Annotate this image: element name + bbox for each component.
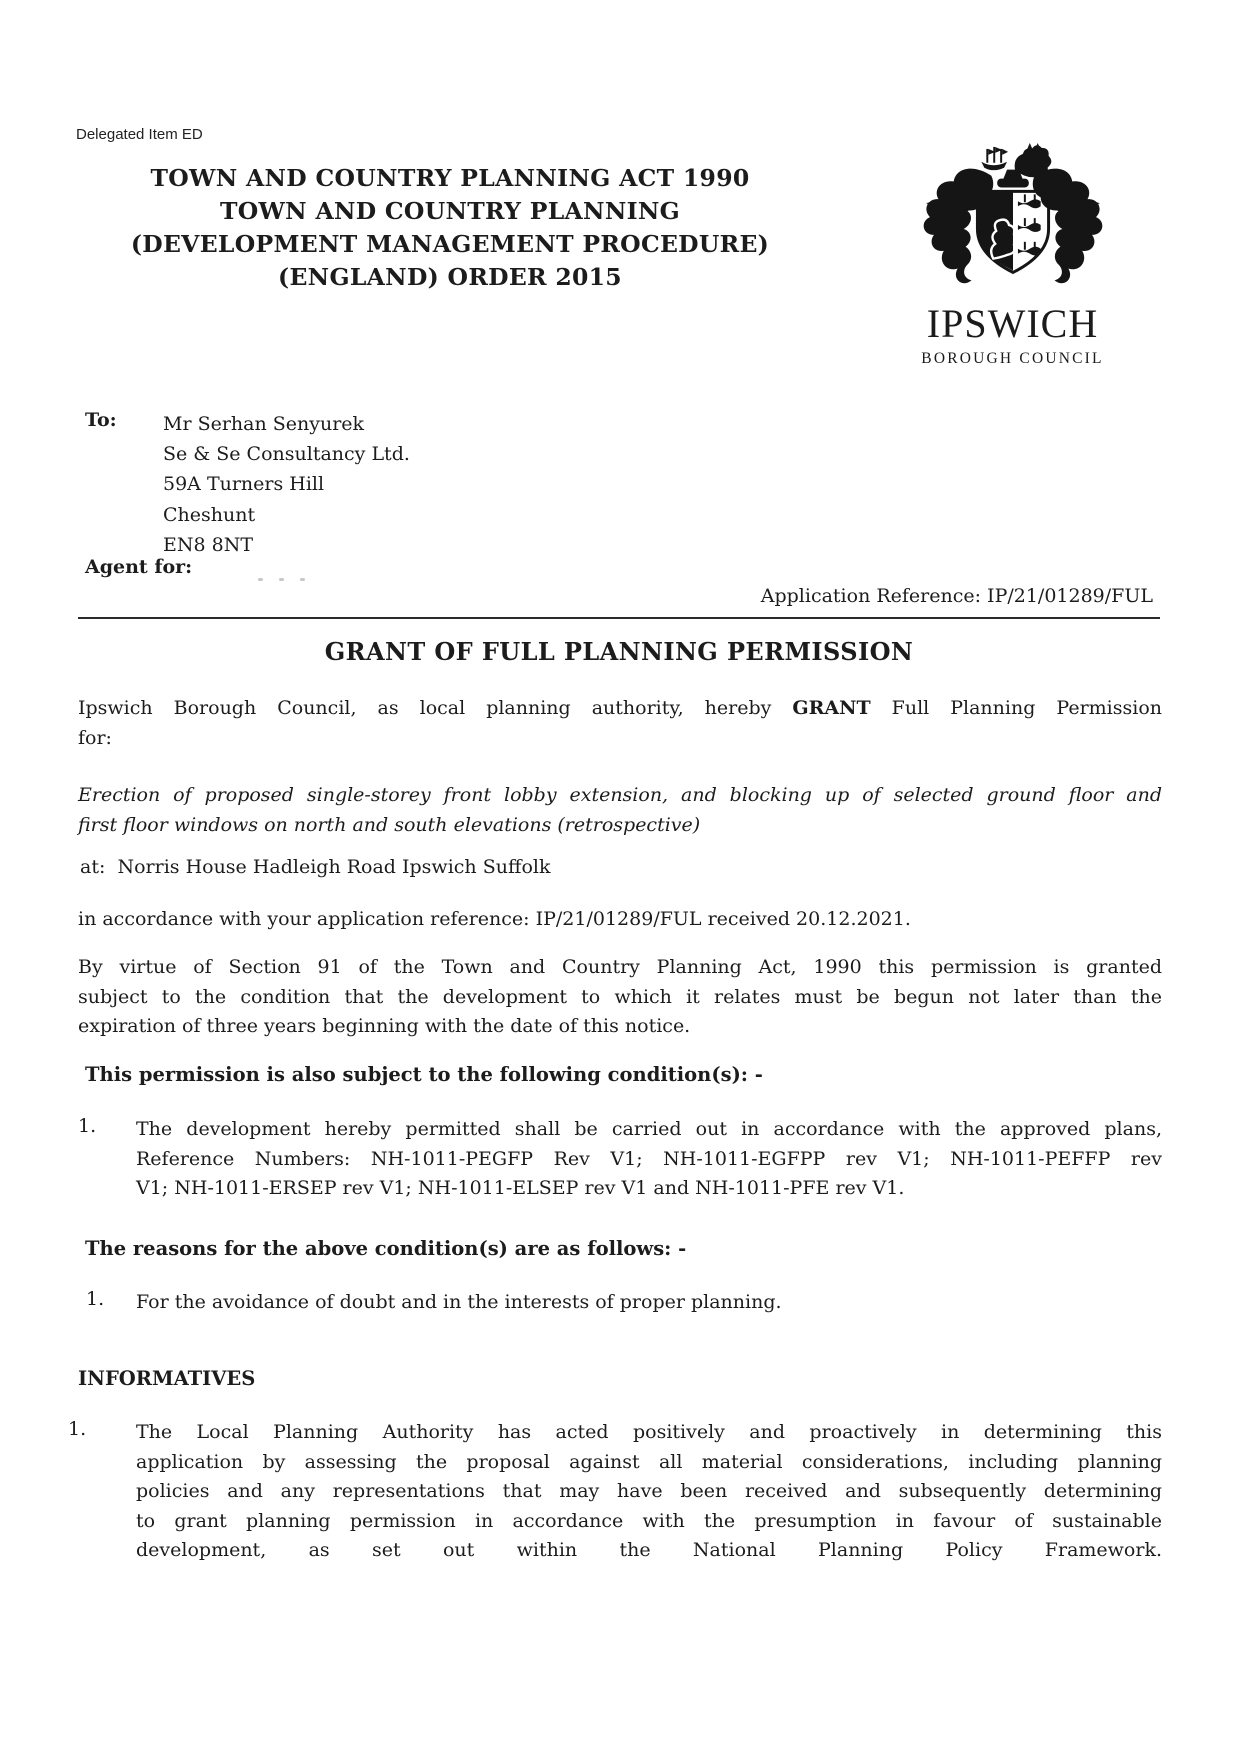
- description-line: first floor windows on north and south elevations (retrospective): [78, 813, 701, 836]
- act-title-block: [105, 162, 795, 294]
- divider-line: [78, 617, 1160, 619]
- title-line: (ENGLAND) ORDER 2015: [278, 263, 622, 291]
- title-line: TOWN AND COUNTRY PLANNING ACT 1990: [150, 164, 750, 192]
- logo-subtitle: BOROUGH COUNCIL: [921, 350, 1104, 367]
- location-line: [80, 853, 550, 883]
- section91-line: By virtue of Section 91 of the Town and Country Planning Act, 1990 this permission is granted: [78, 956, 1162, 978]
- informative-line: policies and any representations that may have been received and subsequently determining: [136, 1480, 1162, 1502]
- description-line: Erection of proposed single-storey front lobby extension, and blocking up of selected ground floor and: [78, 784, 1162, 806]
- application-reference: Application Reference: IP/21/01289/FUL: [760, 585, 1153, 607]
- address-line: Cheshunt: [163, 503, 256, 526]
- grant-intro-paragraph: [78, 694, 1162, 753]
- informative-line: application by assessing the proposal against all material considerations, including planning: [136, 1450, 1162, 1473]
- informatives-heading: INFORMATIVES: [78, 1367, 256, 1390]
- informative-line: to grant planning permission in accordance with the presumption in favour of sustainable: [136, 1509, 1162, 1532]
- condition-line: Reference Numbers: NH-1011-PEGFP Rev V1; NH-1011-EGFPP rev V1; NH-1011-PEFFP rev: [136, 1147, 1162, 1170]
- grant-intro-text: Full Planning Permission: [870, 697, 1162, 719]
- council-logo: [880, 142, 1145, 368]
- development-description: [78, 781, 1162, 840]
- informative-text: [136, 1418, 1162, 1566]
- informative-line: The Local Planning Authority has acted positively and proactively in determining this: [136, 1421, 1162, 1443]
- to-label: To:: [85, 409, 117, 431]
- reason-text: For the avoidance of doubt and in the interests of proper planning.: [136, 1291, 782, 1313]
- location-value: Norris House Hadleigh Road Ipswich Suffolk: [117, 856, 551, 878]
- recipient-address: [163, 409, 410, 560]
- address-line: Mr Serhan Senyurek: [163, 413, 365, 435]
- agent-redacted-text: [258, 566, 321, 585]
- section91-line: subject to the condition that the development to which it relates must be begun not later than the: [78, 985, 1162, 1008]
- condition-line: The development hereby permitted shall be carried out in accordance with the approved plans,: [136, 1118, 1162, 1140]
- condition-text: [136, 1115, 1162, 1204]
- agent-for-label: Agent for:: [85, 556, 193, 578]
- condition-line: V1; NH-1011-ERSEP rev V1; NH-1011-ELSEP rev V1 and NH-1011-PFE rev V1.: [136, 1177, 905, 1199]
- ipswich-crest-icon: [903, 142, 1123, 310]
- grant-intro-text: Ipswich Borough Council, as local planning authority, hereby: [78, 697, 793, 719]
- grant-intro-text: for:: [78, 726, 112, 749]
- delegated-item-note: Delegated Item ED: [76, 126, 203, 143]
- main-heading: GRANT OF FULL PLANNING PERMISSION: [324, 637, 914, 666]
- informative-line: development, as set out within the National Planning Policy Framework.: [136, 1539, 1162, 1561]
- section91-paragraph: [78, 953, 1162, 1042]
- reasons-heading: The reasons for the above condition(s) are as follows: -: [85, 1237, 687, 1260]
- title-line: TOWN AND COUNTRY PLANNING: [219, 197, 681, 225]
- address-line: 59A Turners Hill: [163, 473, 325, 496]
- conditions-heading: This permission is also subject to the following condition(s): -: [85, 1063, 763, 1086]
- address-line: EN8 8NT: [163, 533, 254, 556]
- logo-wordmark: IPSWICH: [926, 301, 1099, 346]
- location-label: at:: [80, 856, 106, 878]
- title-line: (DEVELOPMENT MANAGEMENT PROCEDURE): [130, 230, 770, 258]
- section91-line: expiration of three years beginning with the date of this notice.: [78, 1015, 691, 1037]
- address-line: Se & Se Consultancy Ltd.: [163, 443, 410, 466]
- grant-keyword: GRANT: [792, 697, 871, 719]
- accordance-line: in accordance with your application reference: IP/21/01289/FUL received 20.12.2021.: [78, 908, 911, 930]
- condition-number: 1.: [78, 1115, 97, 1137]
- informative-number: 1.: [68, 1418, 87, 1440]
- reason-number: 1.: [86, 1288, 105, 1310]
